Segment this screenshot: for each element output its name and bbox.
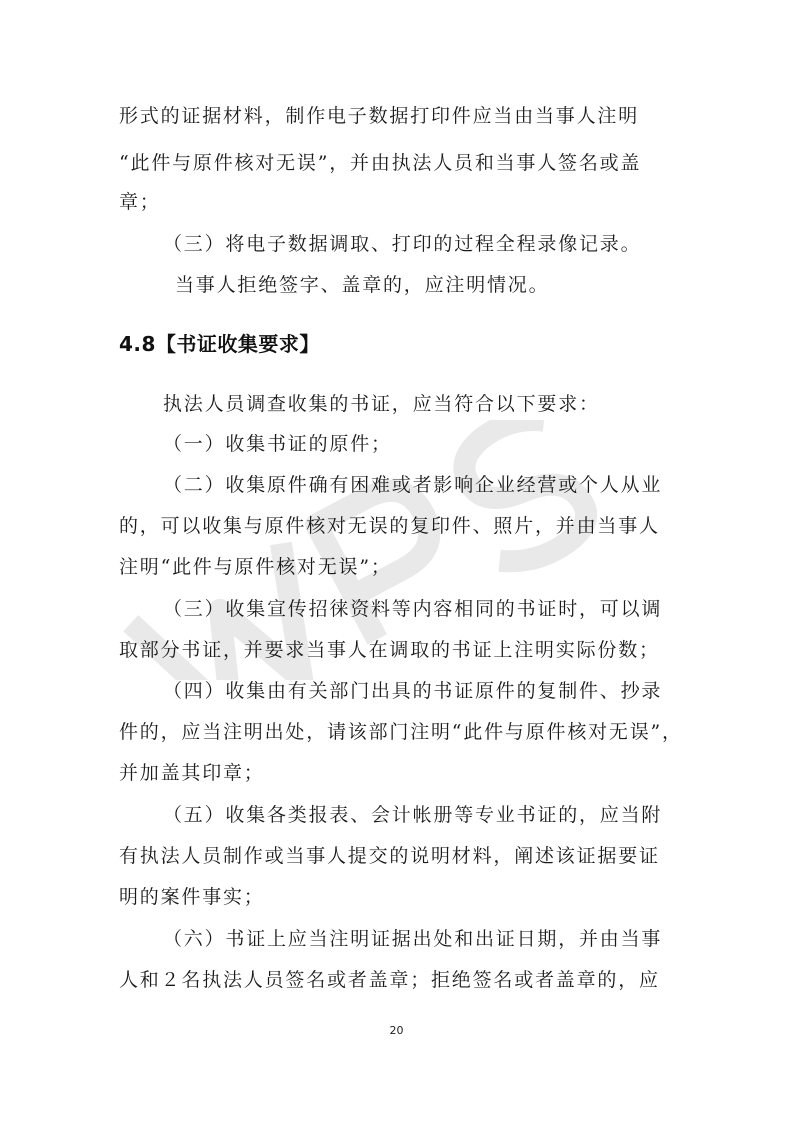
paragraph-line: 注明“此件与原件核对无误”； (119, 556, 392, 578)
paragraph-line: 的，可以收集与原件核对无误的复印件、照片，并由当事人 (119, 515, 660, 537)
list-item: （六）书证上应当注明证据出处和出证日期，并由当事 (163, 928, 663, 950)
paragraph-line: “此件与原件核对无误”，并由执法人员和当事人签名或盖 (119, 152, 642, 174)
list-item: （一）收集书证的原件； (163, 433, 392, 455)
paragraph-line: 明的案件事实； (119, 886, 265, 908)
list-item: （三）收集宣传招徕资料等内容相同的书证时，可以调 (163, 598, 663, 620)
paragraph-line: 形式的证据材料，制作电子数据打印件应当由当事人注明 (119, 105, 640, 127)
paragraph-line: 有执法人员制作或当事人提交的说明材料，阐述该证据要证 (119, 845, 660, 867)
paragraph-line: 当事人拒绝签字、盖章的，应注明情况。 (175, 274, 550, 296)
paragraph-line: 件的，应当注明出处，请该部门注明“此件与原件核对无误”， (119, 721, 683, 743)
list-item: （五）收集各类报表、会计帐册等专业书证的，应当附 (163, 804, 663, 826)
section-heading: 4.8【书证收集要求】 (119, 332, 320, 356)
list-item: （四）收集由有关部门出具的书证原件的复制件、抄录 (163, 680, 663, 702)
paragraph-line: 章； (119, 191, 161, 213)
paragraph-line: 并加盖其印章； (119, 762, 265, 784)
list-item: （二）收集原件确有困难或者影响企业经营或个人从业 (163, 474, 663, 496)
paragraph-line: 执法人员调查收集的书证，应当符合以下要求： (163, 393, 600, 415)
paragraph-line: （三）将电子数据调取、打印的过程全程录像记录。 (163, 233, 642, 255)
paragraph-line: 取部分书证，并要求当事人在调取的书证上注明实际份数； (119, 639, 660, 661)
paragraph-line: 人和２名执法人员签名或者盖章；拒绝签名或者盖章的，应 (119, 969, 660, 991)
page-number: 20 (389, 1024, 404, 1037)
